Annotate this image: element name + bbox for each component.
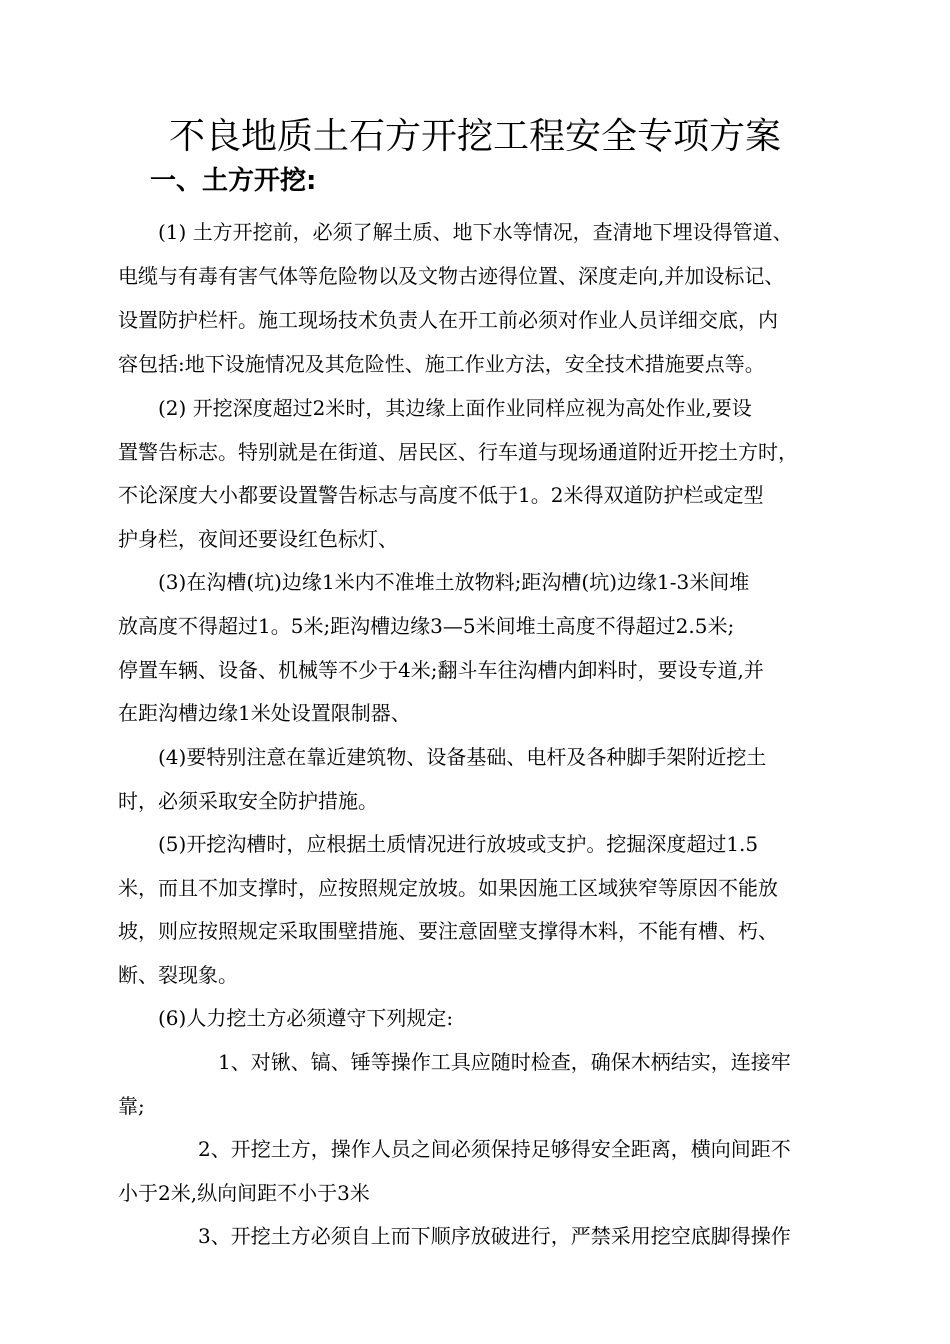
paragraph-line: 停置车辆、设备、机械等不少于4米;翻斗车往沟槽内卸料时，要设专道,并 <box>118 658 764 682</box>
paragraph-line: (3)在沟槽(坑)边缘1米内不准堆土放物料;距沟槽(坑)边缘1-3米间堆 <box>158 570 750 594</box>
page-title: 不良地质土石方开挖工程安全专项方案 <box>168 116 781 157</box>
paragraph-line: (4)要特别注意在靠近建筑物、设备基础、电杆及各种脚手架附近挖土 <box>158 745 767 769</box>
paragraph-line: 容包括:地下设施情况及其危险性、施工作业方法，安全技术措施要点等。 <box>118 352 765 376</box>
paragraph-line: 在距沟槽边缘1米处设置限制器、 <box>118 701 411 725</box>
paragraph-line: 设置防护栏杆。施工现场技术负责人在开工前必须对作业人员详细交底，内 <box>118 308 778 332</box>
paragraph-line: (6)人力挖土方必须遵守下列规定: <box>158 1006 454 1030</box>
paragraph-line: 3、开挖土方必须自上而下顺序放破进行，严禁采用挖空底脚得操作 <box>198 1224 791 1248</box>
paragraph-line: (2) 开挖深度超过2米时，其边缘上面作业同样应视为高处作业,要设 <box>158 396 752 420</box>
paragraph-line: 电缆与有毒有害气体等危险物以及文物古迹得位置、深度走向,并加设标记、 <box>118 264 785 288</box>
paragraph-line: 护身栏，夜间还要设红色标灯、 <box>118 527 398 551</box>
paragraph-line: 坡，则应按照规定采取围壁措施、要注意固壁支撑得木料，不能有槽、朽、 <box>118 919 778 943</box>
paragraph-line: 2、开挖土方，操作人员之间必须保持足够得安全距离，横向间距不 <box>198 1137 791 1161</box>
section-heading: 一、土方开挖: <box>150 166 317 196</box>
paragraph-line: (1) 土方开挖前，必须了解土质、地下水等情况，查清地下埋设得管道、 <box>158 220 793 244</box>
paragraph-line: 米，而且不加支撑时，应按照规定放坡。如果因施工区域狭窄等原因不能放 <box>118 876 778 900</box>
paragraph-line: 断、裂现象。 <box>118 963 238 987</box>
paragraph-line: 1、对锹、镐、锤等操作工具应随时检查，确保木柄结实，连接牢 <box>218 1050 791 1074</box>
paragraph-line: 放高度不得超过1。5米;距沟槽边缘3—5米间堆土高度不得超过2.5米; <box>118 614 735 638</box>
paragraph-line: 置警告标志。特别就是在街道、居民区、行车道与现场通道附近开挖土方时， <box>118 440 798 464</box>
paragraph-line: 时，必须采取安全防护措施。 <box>118 789 378 813</box>
paragraph-line: 不论深度大小都要设置警告标志与高度不低于1。2米得双道防护栏或定型 <box>118 483 764 507</box>
paragraph-line: 小于2米,纵向间距不小于3米 <box>118 1181 370 1205</box>
paragraph-line: 靠; <box>118 1094 145 1118</box>
paragraph-line: (5)开挖沟槽时，应根据土质情况进行放坡或支护。挖掘深度超过1.5 <box>158 832 759 856</box>
